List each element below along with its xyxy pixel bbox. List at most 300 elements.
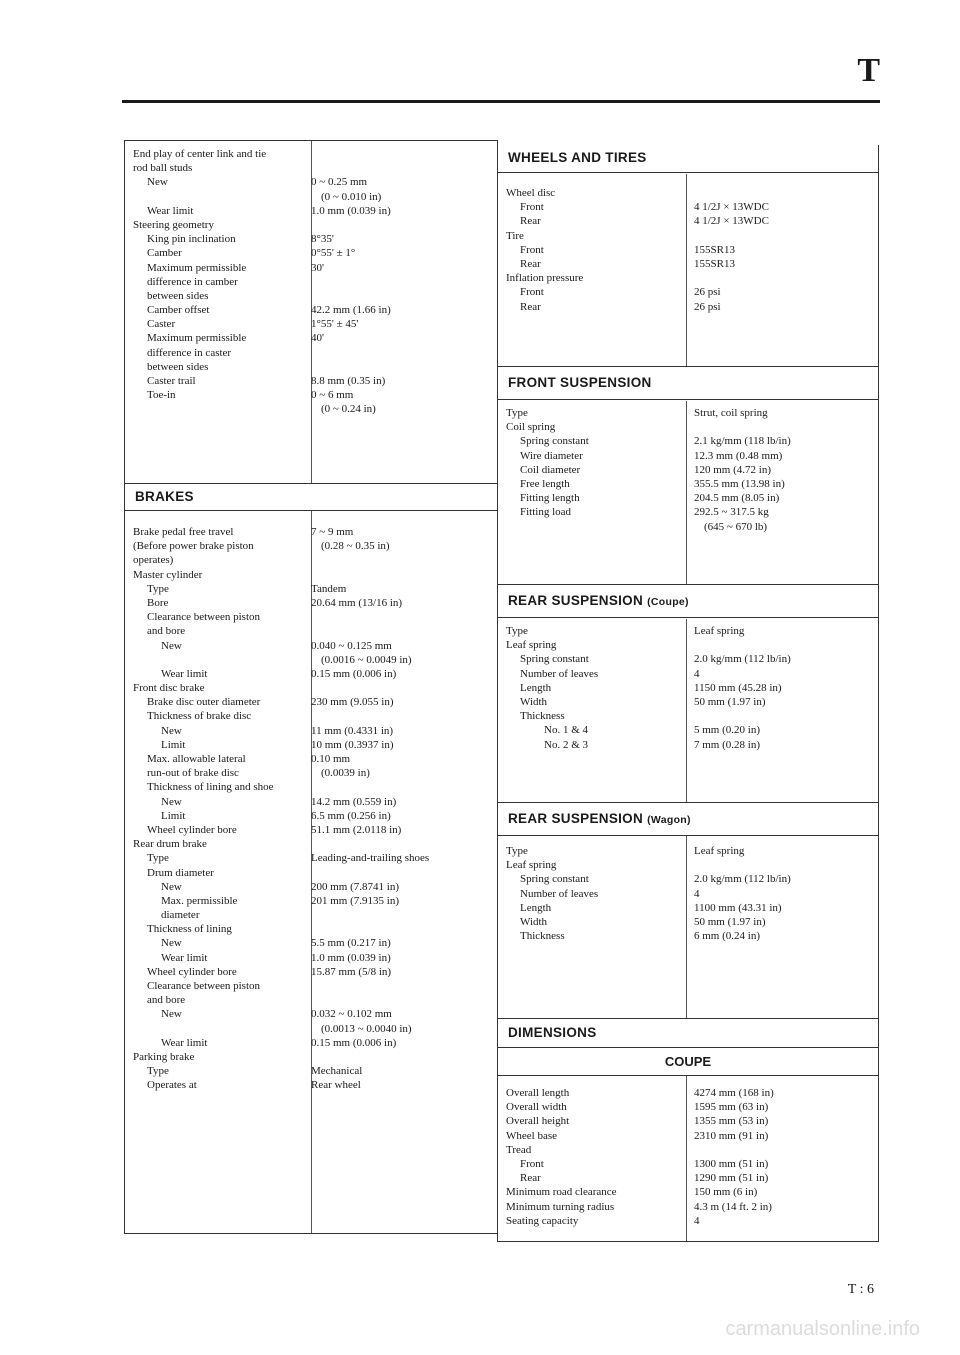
spec-label: New <box>161 937 182 950</box>
spec-row <box>125 624 497 638</box>
spec-row <box>498 271 878 285</box>
spec-label: Maximum permissible <box>147 261 247 274</box>
spec-label: Wheel cylinder bore <box>147 965 237 978</box>
rear-suspension-wagon-rows <box>498 844 878 943</box>
spec-row <box>125 837 497 851</box>
section-title: BRAKES <box>135 489 194 504</box>
spec-row <box>498 200 878 214</box>
spec-value: (0.0039 in) <box>321 767 370 780</box>
section-subtitle: (Wagon) <box>647 814 691 826</box>
spec-label: New <box>161 639 182 652</box>
spec-value: 50 mm (1.97 in) <box>694 915 766 928</box>
spec-row <box>498 844 878 858</box>
spec-row <box>498 257 878 271</box>
section-header-wheels-and-tires <box>498 145 878 173</box>
spec-row <box>125 331 497 345</box>
spec-label: Front <box>520 286 544 299</box>
spec-label: Wheel disc <box>506 187 556 199</box>
spec-label: Limit <box>161 809 186 822</box>
spec-value: (0 ~ 0.24 in) <box>321 403 376 416</box>
spec-value: 5 mm (0.20 in) <box>694 724 760 737</box>
spec-value: 51.1 mm (2.0118 in) <box>311 823 402 836</box>
left-spec-panel <box>124 140 498 1234</box>
spec-label: New <box>161 880 182 893</box>
spec-row <box>125 568 497 582</box>
spec-row <box>125 374 497 388</box>
section-header-dimensions <box>498 1018 878 1048</box>
spec-label: Coil diameter <box>520 463 581 476</box>
spec-value: 155SR13 <box>694 243 735 256</box>
spec-row <box>498 1114 878 1128</box>
spec-label: Wheel cylinder bore <box>147 823 237 836</box>
spec-value: 14.2 mm (0.559 in) <box>311 795 397 808</box>
spec-value: Leading-and-trailing shoes <box>311 852 430 865</box>
spec-row <box>498 723 878 737</box>
spec-label: Rear <box>520 257 541 270</box>
spec-value: 5.5 mm (0.217 in) <box>311 937 391 950</box>
spec-label: New <box>161 1008 182 1021</box>
wheels-tires-rows <box>498 186 878 314</box>
spec-row <box>125 360 497 374</box>
spec-row <box>498 420 878 434</box>
spec-value: 1.0 mm (0.039 in) <box>311 951 391 964</box>
spec-row <box>125 525 497 539</box>
spec-row <box>498 1214 878 1228</box>
spec-label: Fitting length <box>520 492 580 505</box>
section-subtitle: (Coupe) <box>647 596 689 608</box>
spec-value: 2310 mm (91 in) <box>694 1129 769 1142</box>
dimensions-rows <box>498 1086 878 1228</box>
spec-row <box>125 303 497 317</box>
spec-label: Wear limit <box>161 667 208 680</box>
spec-label: Coil spring <box>506 421 556 434</box>
spec-value: 0 ~ 0.25 mm <box>311 176 368 189</box>
spec-label: Camber offset <box>147 304 210 317</box>
spec-label: Max. permissible <box>161 894 238 907</box>
spec-row <box>125 218 497 232</box>
spec-label: End play of center link and tie <box>133 148 267 160</box>
spec-value: 1300 mm (51 in) <box>694 1157 769 1170</box>
spec-row <box>498 667 878 681</box>
spec-label: Max. allowable lateral <box>147 753 246 765</box>
spec-value: 1355 mm (53 in) <box>694 1115 769 1128</box>
spec-row <box>498 463 878 477</box>
subsection-header-coupe: COUPE <box>498 1048 878 1076</box>
spec-row <box>125 809 497 823</box>
spec-value: 6.5 mm (0.256 in) <box>311 809 391 822</box>
spec-label: (Before power brake piston <box>133 540 254 553</box>
spec-row <box>498 1100 878 1114</box>
front-suspension-rows <box>498 406 878 534</box>
spec-row <box>125 190 497 204</box>
section-header-rear-suspension-coupe <box>498 584 878 618</box>
spec-label: Clearance between piston <box>147 611 261 624</box>
spec-label: Steering geometry <box>133 218 214 231</box>
spec-row <box>498 652 878 666</box>
spec-row <box>125 795 497 809</box>
spec-row <box>125 1022 497 1036</box>
spec-row <box>498 1157 878 1171</box>
spec-label: Leaf spring <box>506 639 557 652</box>
spec-row <box>125 289 497 303</box>
spec-value: 0.10 mm <box>311 753 351 765</box>
spec-label: Minimum turning radius <box>506 1200 615 1213</box>
spec-row <box>498 709 878 723</box>
spec-label: and bore <box>147 625 186 638</box>
spec-label: New <box>161 724 182 737</box>
spec-label: New <box>147 176 168 189</box>
spec-value: (0 ~ 0.010 in) <box>321 190 382 203</box>
spec-row <box>125 738 497 752</box>
right-spec-panel <box>497 145 879 1242</box>
rear-suspension-coupe-rows <box>498 624 878 752</box>
spec-row <box>498 285 878 299</box>
spec-label: Wear limit <box>161 1036 208 1049</box>
spec-value: 7 mm (0.28 in) <box>694 738 760 751</box>
spec-value: (645 ~ 670 lb) <box>704 520 768 533</box>
spec-label: Type <box>506 407 528 419</box>
spec-value: 0.032 ~ 0.102 mm <box>311 1008 392 1021</box>
spec-row <box>498 858 878 872</box>
spec-value: 150 mm (6 in) <box>694 1186 758 1199</box>
spec-row <box>125 724 497 738</box>
spec-label: Front <box>520 243 544 256</box>
spec-label: Minimum road clearance <box>506 1186 617 1199</box>
spec-row <box>125 681 497 695</box>
spec-label: Thickness <box>520 710 565 723</box>
spec-label: Rear drum brake <box>133 838 207 851</box>
spec-label: Front disc brake <box>133 682 205 695</box>
spec-label: Overall width <box>506 1101 567 1114</box>
spec-value: 4 1/2J × 13WDC <box>694 215 769 228</box>
spec-label: Camber <box>147 247 182 260</box>
spec-label: Wear limit <box>161 951 208 964</box>
spec-value: 8.8 mm (0.35 in) <box>311 375 386 387</box>
section-title: REAR SUSPENSION <box>508 593 644 608</box>
spec-label: Thickness of lining and shoe <box>147 781 274 794</box>
spec-value: 1°55' ± 45' <box>311 318 359 331</box>
spec-value: 0°55' ± 1° <box>311 247 356 260</box>
spec-label: Front <box>520 201 544 214</box>
spec-value: 4 <box>694 667 700 680</box>
spec-value: 355.5 mm (13.98 in) <box>694 477 785 490</box>
spec-label: operates) <box>133 554 174 567</box>
spec-value: 30' <box>311 261 324 274</box>
spec-label: No. 1 & 4 <box>544 724 588 737</box>
section-letter: T <box>857 52 880 89</box>
section-title: DIMENSIONS <box>508 1025 597 1040</box>
spec-row <box>125 346 497 360</box>
spec-label: Parking brake <box>133 1050 195 1063</box>
spec-label: Type <box>506 625 528 637</box>
spec-row <box>498 406 878 420</box>
spec-row <box>125 539 497 553</box>
spec-label: Type <box>147 582 169 595</box>
spec-row <box>125 161 497 175</box>
section-header-front-suspension <box>498 366 878 400</box>
spec-row <box>125 1036 497 1050</box>
spec-row <box>498 1185 878 1199</box>
spec-label: Rear <box>520 215 541 228</box>
spec-row <box>498 1143 878 1157</box>
spec-label: Free length <box>520 477 570 490</box>
spec-row <box>125 553 497 567</box>
spec-row <box>125 246 497 260</box>
spec-row <box>125 232 497 246</box>
spec-row <box>125 752 497 766</box>
spec-row <box>498 491 878 505</box>
spec-label: Type <box>506 845 528 857</box>
spec-label: Operates at <box>147 1079 197 1092</box>
spec-label: Wire diameter <box>520 449 583 462</box>
spec-label: Overall length <box>506 1087 570 1099</box>
spec-row <box>498 1171 878 1185</box>
spec-value: 2.0 kg/mm (112 lb/in) <box>694 653 791 666</box>
spec-value: 50 mm (1.97 in) <box>694 695 766 708</box>
spec-row <box>125 388 497 402</box>
spec-row <box>498 449 878 463</box>
spec-row <box>125 610 497 624</box>
section-header-brakes <box>125 483 497 511</box>
page-number: T : 6 <box>847 1282 874 1297</box>
spec-value: (0.28 ~ 0.35 in) <box>321 540 390 553</box>
spec-label: Width <box>520 695 548 708</box>
spec-row <box>498 1086 878 1100</box>
spec-row <box>498 477 878 491</box>
spec-label: Type <box>147 852 169 865</box>
spec-row <box>125 908 497 922</box>
spec-row <box>498 229 878 243</box>
spec-row <box>125 936 497 950</box>
spec-row <box>125 965 497 979</box>
spec-row <box>125 993 497 1007</box>
spec-row <box>125 275 497 289</box>
spec-label: Clearance between piston <box>147 980 261 992</box>
spec-value: 7 ~ 9 mm <box>311 526 354 538</box>
spec-row <box>498 243 878 257</box>
spec-value: 15.87 mm (5/8 in) <box>311 965 392 978</box>
spec-row <box>498 505 878 519</box>
spec-row <box>125 653 497 667</box>
spec-row <box>125 1007 497 1021</box>
spec-row <box>498 300 878 314</box>
spec-label: King pin inclination <box>147 233 236 246</box>
spec-row <box>125 866 497 880</box>
brakes-rows <box>125 525 497 1093</box>
spec-value: (0.0013 ~ 0.0040 in) <box>321 1022 412 1035</box>
spec-row <box>498 887 878 901</box>
spec-value: 4.3 m (14 ft. 2 in) <box>694 1200 772 1213</box>
spec-value: Tandem <box>311 582 347 595</box>
spec-label: Brake pedal free travel <box>133 526 234 538</box>
spec-row <box>125 780 497 794</box>
spec-label: Length <box>520 681 552 694</box>
spec-label: Wear limit <box>147 204 194 217</box>
spec-row <box>125 1050 497 1064</box>
spec-value: 230 mm (9.055 in) <box>311 696 394 709</box>
spec-value: 201 mm (7.9135 in) <box>311 894 399 907</box>
spec-label: between sides <box>147 289 209 302</box>
spec-value: 2.0 kg/mm (112 lb/in) <box>694 873 791 886</box>
spec-value: 4274 mm (168 in) <box>694 1087 774 1099</box>
spec-value: 200 mm (7.8741 in) <box>311 880 399 893</box>
spec-value: 4 <box>694 1214 700 1227</box>
spec-value: 11 mm (0.4331 in) <box>311 724 394 737</box>
spec-value: 1150 mm (45.28 in) <box>694 681 782 694</box>
spec-row <box>125 894 497 908</box>
spec-value: 6 mm (0.24 in) <box>694 930 760 943</box>
spec-label: diameter <box>161 909 200 922</box>
spec-row <box>125 851 497 865</box>
spec-value: 204.5 mm (8.05 in) <box>694 492 780 505</box>
spec-label: Thickness of lining <box>147 923 232 936</box>
spec-row <box>125 709 497 723</box>
spec-row <box>125 582 497 596</box>
spec-label: Limit <box>161 738 186 751</box>
spec-label: run-out of brake disc <box>147 767 239 780</box>
spec-value: 155SR13 <box>694 257 735 270</box>
spec-label: Seating capacity <box>506 1214 579 1227</box>
spec-row <box>125 639 497 653</box>
spec-value: 8°35' <box>311 233 334 246</box>
spec-row <box>498 695 878 709</box>
watermark: carmanualsonline.info <box>725 1318 920 1340</box>
spec-value: 26 psi <box>694 300 721 313</box>
spec-row <box>125 402 497 416</box>
spec-row <box>125 175 497 189</box>
spec-value: 0 ~ 6 mm <box>311 389 354 402</box>
spec-value: Mechanical <box>311 1065 363 1078</box>
spec-value: 0.15 mm (0.006 in) <box>311 1036 397 1049</box>
spec-row <box>125 1064 497 1078</box>
spec-row <box>125 204 497 218</box>
spec-row <box>498 681 878 695</box>
spec-row <box>125 147 497 161</box>
spec-row <box>125 823 497 837</box>
section-title: REAR SUSPENSION <box>508 811 644 826</box>
spec-label: New <box>161 795 182 808</box>
spec-value: Strut, coil spring <box>694 407 768 419</box>
spec-value: Rear wheel <box>311 1079 361 1092</box>
spec-value: 0.040 ~ 0.125 mm <box>311 639 392 652</box>
section-title: FRONT SUSPENSION <box>508 375 652 390</box>
spec-value: 20.64 mm (13/16 in) <box>311 596 403 609</box>
spec-row <box>125 979 497 993</box>
spec-value: 12.3 mm (0.48 mm) <box>694 449 783 462</box>
spec-value: 0.15 mm (0.006 in) <box>311 667 397 680</box>
spec-row <box>125 667 497 681</box>
section-title: WHEELS AND TIRES <box>508 150 647 165</box>
spec-label: Width <box>520 915 548 928</box>
spec-row <box>498 915 878 929</box>
spec-label: Number of leaves <box>520 667 599 680</box>
spec-label: Spring constant <box>520 653 589 666</box>
spec-row <box>125 261 497 275</box>
spec-value: 1290 mm (51 in) <box>694 1172 769 1185</box>
spec-row <box>498 901 878 915</box>
spec-row <box>498 624 878 638</box>
spec-row <box>125 922 497 936</box>
spec-value: Leaf spring <box>694 845 745 857</box>
spec-value: Leaf spring <box>694 625 745 637</box>
spec-row <box>498 1129 878 1143</box>
spec-label: Caster <box>147 318 176 331</box>
spec-value: 4 <box>694 887 700 900</box>
spec-row <box>125 317 497 331</box>
spec-row <box>498 214 878 228</box>
spec-label: Length <box>520 901 552 914</box>
spec-label: Leaf spring <box>506 859 557 872</box>
spec-value: 1100 mm (43.31 in) <box>694 901 782 914</box>
spec-row <box>498 738 878 752</box>
spec-label: Thickness <box>520 930 565 943</box>
spec-label: rod ball studs <box>133 162 193 175</box>
spec-row <box>498 186 878 200</box>
spec-label: Fitting load <box>520 506 572 519</box>
spec-row <box>125 695 497 709</box>
spec-label: and bore <box>147 994 186 1007</box>
spec-value: 10 mm (0.3937 in) <box>311 738 394 751</box>
spec-label: Master cylinder <box>133 568 203 581</box>
spec-value: 40' <box>311 332 324 345</box>
spec-label: Tread <box>506 1143 532 1156</box>
spec-value: 42.2 mm (1.66 in) <box>311 304 391 317</box>
spec-value: 2.1 kg/mm (118 lb/in) <box>694 435 791 448</box>
spec-value: 1.0 mm (0.039 in) <box>311 204 391 217</box>
spec-row <box>498 520 878 534</box>
spec-label: Rear <box>520 300 541 313</box>
spec-value: 120 mm (4.72 in) <box>694 463 771 476</box>
spec-label: Caster trail <box>147 375 196 387</box>
spec-label: difference in camber <box>147 275 238 288</box>
spec-label: Maximum permissible <box>147 332 247 345</box>
spec-value: 1595 mm (63 in) <box>694 1101 769 1114</box>
section-header-rear-suspension-wagon <box>498 802 878 836</box>
spec-label: Front <box>520 1157 544 1170</box>
spec-label: Number of leaves <box>520 887 599 900</box>
spec-label: Thickness of brake disc <box>147 710 252 723</box>
spec-value: 26 psi <box>694 286 721 299</box>
spec-row <box>125 951 497 965</box>
spec-label: Type <box>147 1065 169 1078</box>
spec-value: 292.5 ~ 317.5 kg <box>694 506 769 519</box>
spec-row <box>498 929 878 943</box>
spec-label: Toe-in <box>147 389 176 402</box>
spec-label: difference in caster <box>147 346 232 359</box>
spec-label: Inflation pressure <box>506 272 584 285</box>
spec-label: Rear <box>520 1172 541 1185</box>
spec-label: between sides <box>147 360 209 373</box>
spec-row <box>125 766 497 780</box>
spec-row <box>498 434 878 448</box>
spec-row <box>498 1200 878 1214</box>
spec-label: Overall height <box>506 1115 570 1128</box>
spec-row <box>125 1078 497 1092</box>
spec-label: No. 2 & 3 <box>544 738 588 751</box>
spec-row <box>125 880 497 894</box>
header-rule <box>122 100 880 103</box>
spec-label: Tire <box>506 229 524 242</box>
spec-row <box>498 638 878 652</box>
spec-label: Wheel base <box>506 1129 557 1142</box>
spec-label: Drum diameter <box>147 866 214 879</box>
spec-row <box>498 872 878 886</box>
spec-label: Brake disc outer diameter <box>147 696 261 709</box>
spec-value: (0.0016 ~ 0.0049 in) <box>321 653 412 666</box>
spec-label: Spring constant <box>520 873 589 886</box>
spec-label: Bore <box>147 596 169 609</box>
spec-value: 4 1/2J × 13WDC <box>694 201 769 214</box>
